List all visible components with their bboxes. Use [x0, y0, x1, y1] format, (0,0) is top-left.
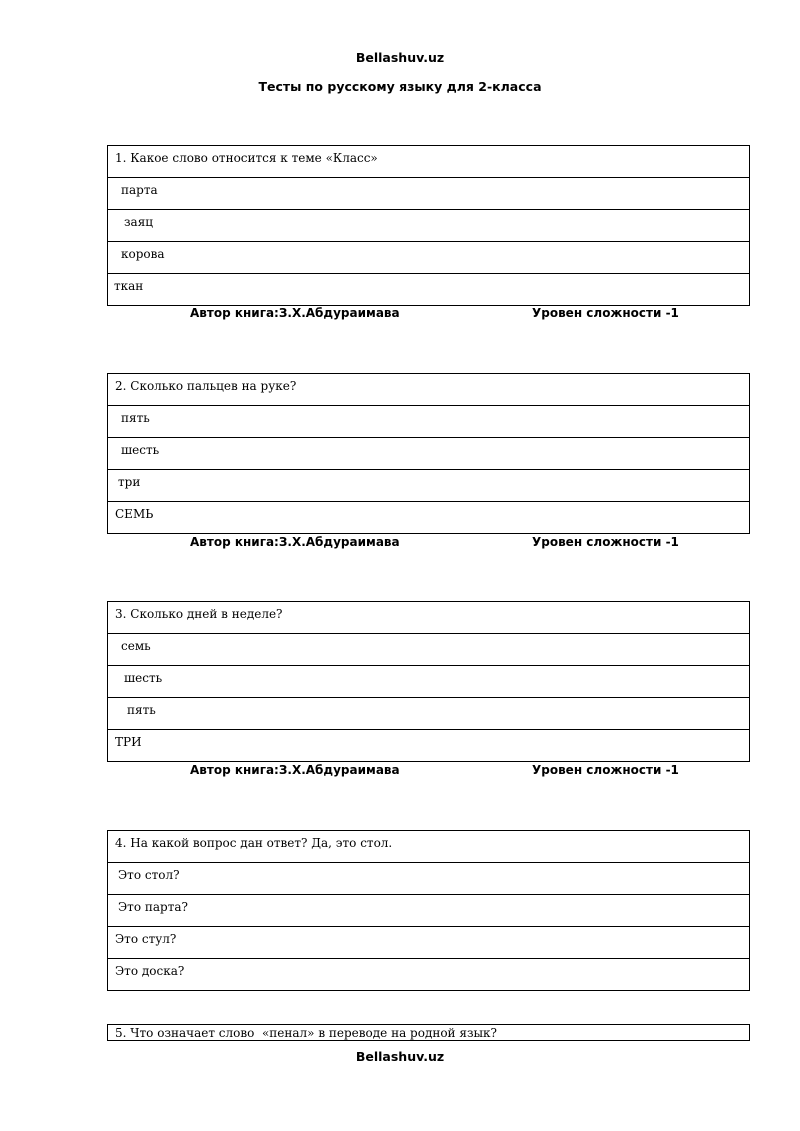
question-4-option-1: Это стол? [108, 863, 750, 895]
question-4-table [107, 830, 750, 991]
question-3-option-3: пять [108, 698, 750, 730]
question-2-table [107, 373, 750, 534]
question-2-option-2: шесть [108, 438, 750, 470]
question-2-option-4: СЕМЬ [108, 502, 750, 534]
question-3-author: Автор книга:З.Х.Абдураимава [190, 763, 400, 777]
question-1-text: 1. Какое слово относится к теме «Класс» [115, 151, 378, 165]
question-1-author: Автор книга:З.Х.Абдураимава [190, 306, 400, 320]
site-footer: Bellashuv.uz [355, 1049, 445, 1064]
question-1-text-cell [108, 146, 750, 178]
question-3-option-2: шесть [108, 666, 750, 698]
question-4-option-4: Это доска? [108, 959, 750, 991]
question-2-text-cell [108, 374, 750, 406]
question-4-option-2: Это парта? [108, 895, 750, 927]
question-3-option-4: ТРИ [108, 730, 750, 762]
question-4-option-3: Это стул? [108, 927, 750, 959]
question-2-author: Автор книга:З.Х.Абдураимава [190, 535, 400, 549]
question-5-text: 5. Что означает слово «пенал» в переводе на родной язык? [115, 1026, 497, 1040]
question-4-text-cell [108, 831, 750, 863]
question-3-level: Уровен сложности -1 [532, 763, 679, 777]
question-3-option-1: семь [108, 634, 750, 666]
question-5-table [107, 1024, 750, 1041]
question-2-text: 2. Сколько пальцев на руке? [115, 379, 297, 393]
question-3-text-cell [108, 602, 750, 634]
question-2-level: Уровен сложности -1 [532, 535, 679, 549]
question-1-level: Уровен сложности -1 [532, 306, 679, 320]
site-header: Bellashuv.uz [355, 50, 445, 65]
question-1-option-1: парта [108, 178, 750, 210]
question-2-option-3: три [108, 470, 750, 502]
question-1-option-3: корова [108, 242, 750, 274]
question-3-text: 3. Сколько дней в неделе? [115, 607, 283, 621]
question-1-option-2: заяц [108, 210, 750, 242]
document-title: Тесты по русскому языку для 2-класса [258, 79, 542, 94]
question-4-text: 4. На какой вопрос дан ответ? Да, это стол. [115, 836, 393, 850]
question-1-table [107, 145, 750, 306]
question-5-text-cell [108, 1025, 750, 1041]
question-3-table [107, 601, 750, 762]
question-1-option-4: ткан [108, 274, 750, 306]
question-2-option-1: пять [108, 406, 750, 438]
